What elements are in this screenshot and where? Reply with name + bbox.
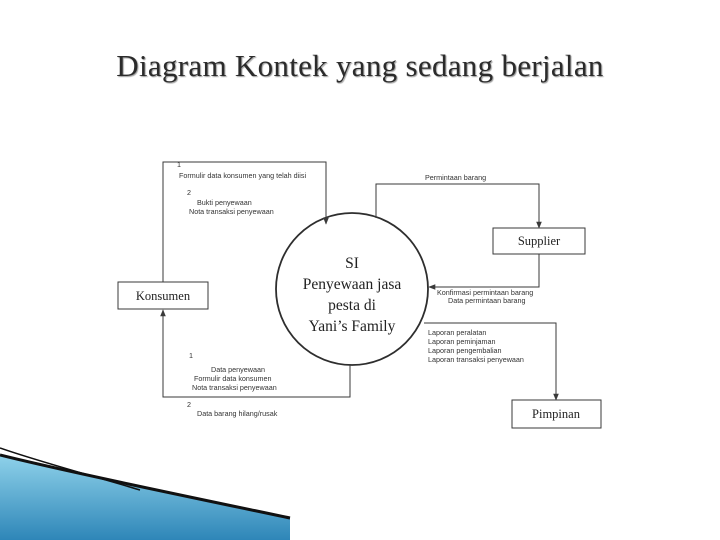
- flow-supplier-to-si: [429, 254, 539, 287]
- flow-bottom-num-2: 2: [187, 400, 191, 409]
- flow-pimpinan-label-1: Laporan peralatan: [428, 328, 487, 337]
- flow-si-to-supplier: [376, 184, 539, 228]
- flow-top-num-2: 2: [187, 188, 191, 197]
- flow-supplier-label-2: Data permintaan barang: [448, 296, 526, 305]
- flow-bottom-label-4: Data barang hilang/rusak: [197, 409, 278, 418]
- flow-top-label-3: Nota transaksi penyewaan: [189, 207, 274, 216]
- entity-pimpinan-label: Pimpinan: [532, 407, 580, 421]
- flow-top-num-1: 1: [177, 160, 181, 169]
- entity-supplier: [493, 228, 585, 254]
- flow-pimpinan-label-3: Laporan pengembalian: [428, 346, 502, 355]
- page-title: Diagram Kontek yang sedang berjalan: [116, 48, 604, 83]
- entity-konsumen: [118, 282, 208, 309]
- flow-supplier-request-label: Permintaan barang: [425, 173, 487, 182]
- process-line-3: pesta di: [328, 297, 376, 314]
- process-line-2: Penyewaan jasa: [302, 276, 402, 293]
- decorative-wave: [0, 448, 290, 540]
- process-line-4: Yani’s Family: [308, 318, 396, 335]
- flow-pimpinan-label-4: Laporan transaksi penyewaan: [428, 355, 524, 364]
- flow-bottom-label-3: Nota transaksi penyewaan: [192, 383, 277, 392]
- flow-top-label-2: Bukti penyewaan: [197, 198, 252, 207]
- entity-pimpinan: [512, 400, 601, 428]
- entity-konsumen-label: Konsumen: [135, 289, 191, 303]
- entity-supplier-label: Supplier: [517, 234, 561, 248]
- flow-bottom-label-1: Data penyewaan: [211, 365, 265, 374]
- flow-top-label-1: Formulir data konsumen yang telah diisi: [179, 171, 307, 180]
- flow-pimpinan-label-2: Laporan peminjaman: [428, 337, 496, 346]
- flow-supplier-label-1: Konfirmasi permintaan barang: [437, 288, 534, 297]
- process-line-1: SI: [345, 255, 359, 272]
- flow-bottom-label-2: Formulir data konsumen: [194, 374, 272, 383]
- flow-bottom-num-1: 1: [189, 351, 193, 360]
